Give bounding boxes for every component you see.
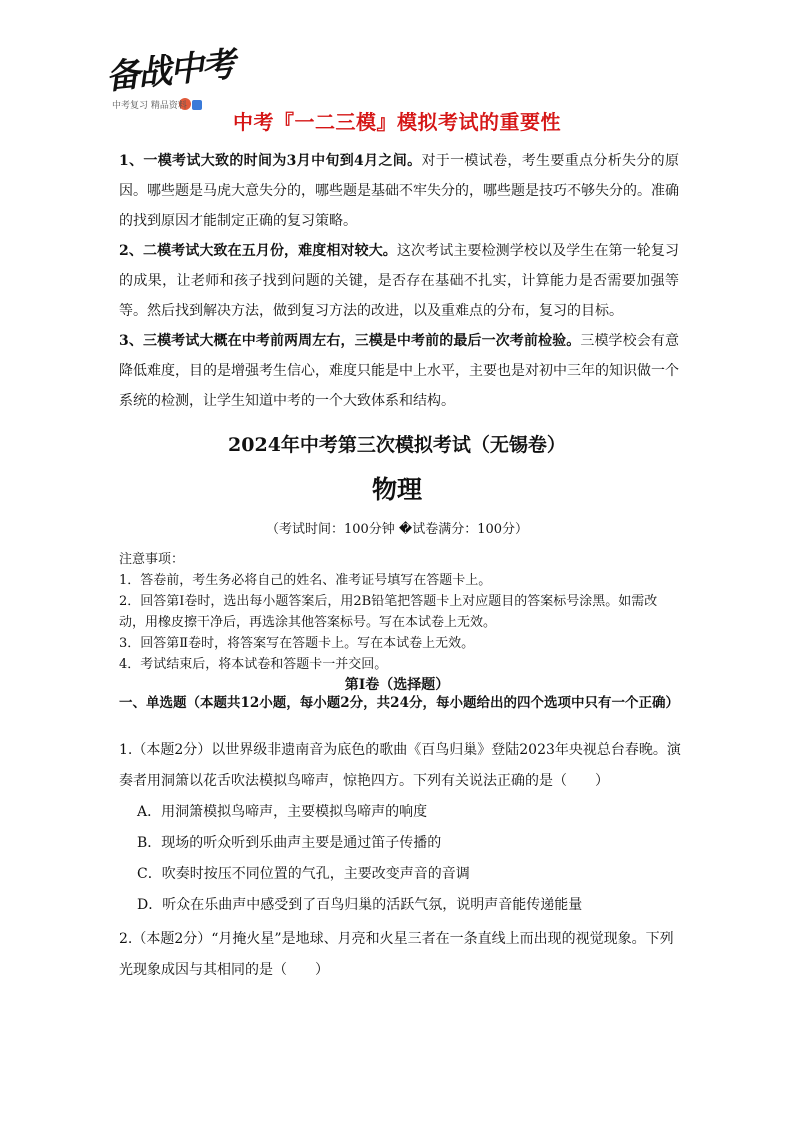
exam-subject: 物理 [371, 475, 422, 504]
notes-item: 1．答卷前，考生务必将自己的姓名、准考证号填写在答题卡上。 [119, 573, 492, 588]
promo-item [119, 326, 679, 416]
option-a: A．用洞箫模拟鸟啼声，主要模拟鸟啼声的响度 [137, 804, 428, 820]
promo-item-lead: 3、三模考试大概在中考前两周左右，三模是中考前的最后一次考前检验。 [119, 333, 581, 349]
notes-section [119, 549, 681, 675]
promo-section [119, 146, 679, 416]
exam-time-info: （考试时间：100分钟 �试卷满分：100分） [265, 522, 529, 537]
promo-item [119, 146, 679, 236]
promo-item-lead: 1、一模考试大致的时间为3月中旬到4月之间。 [119, 153, 422, 169]
exam-title: 2024年中考第三次模拟考试（无锡卷） [228, 434, 566, 456]
notes-item: 2．回答第Ⅰ卷时，选出每小题答案后，用2B铅笔把答题卡上对应题目的答案标号涂黑。如需改动，用橡皮擦干净后，再选涂其他答案标号。写在本试卷上无效。 [119, 594, 658, 630]
logo-subtext: 中考复习 精品资料 [112, 101, 187, 111]
section-heading: 一、单选题（本题共12小题，每小题2分，共24分，每小题给出的四个选项中只有一个正确） [119, 695, 679, 711]
promo-item-text: 这次考试主要检测学校以及学生在第一轮复习的成果，让老师和孩子找到问题的关键，是否存在基础不扎实，计算能力是否需要加强等等。然后找到解决方法，做到复习方法的改进，以及重难点的分布，复习的目标。 [119, 243, 679, 319]
notes-item: 3．回答第Ⅱ卷时，将答案写在答题卡上。写在本试卷上无效。 [119, 636, 475, 651]
promo-title: 中考『一二三模』模拟考试的重要性 [233, 110, 561, 134]
logo-text: 备战中考 [104, 44, 236, 98]
notes-item: 4．考试结束后，将本试卷和答题卡一并交回。 [119, 657, 388, 672]
question-options [137, 797, 681, 921]
notes-heading: 注意事项： [119, 552, 185, 567]
volume-title: 第Ⅰ卷（选择题） [344, 677, 450, 693]
question-stem: 2.（本题2分）“月掩火星”是地球、月亮和火星三者在一条直线上而出现的视觉现象。下列光现象成因与其相同的是（ ） [119, 931, 674, 978]
promo-item-lead: 2、二模考试大致在五月份，难度相对较大。 [119, 243, 397, 259]
promo-item [119, 236, 679, 326]
question-stem: 1.（本题2分）以世界级非遗南音为底色的歌曲《百鸟归巢》登陆2023年央视总台春晚。演奏者用洞箫以花舌吹法模拟鸟啼声，惊艳四方。下列有关说法正确的是（ ） [119, 742, 681, 789]
option-c: C．吹奏时按压不同位置的气孔，主要改变声音的音调 [137, 866, 470, 882]
promo-item-text: 对于一模试卷，考生要重点分析失分的原因。哪些题是马虎大意失分的，哪些题是基础不牢失分的，哪些题是技巧不够失分的。准确的找到原因才能制定正确的复习策略。 [119, 153, 680, 229]
promo-item-text: 三模学校会有意降低难度，目的是增强考生信心，难度只能是中上水平，主要也是对初中三年的知识做一个系统的检测，让学生知道中考的一个大致体系和结构。 [119, 333, 679, 409]
option-b: B．现场的听众听到乐曲声主要是通过笛子传播的 [137, 835, 442, 851]
option-d: D．听众在乐曲声中感受到了百鸟归巢的活跃气氛，说明声音能传递能量 [137, 897, 583, 913]
